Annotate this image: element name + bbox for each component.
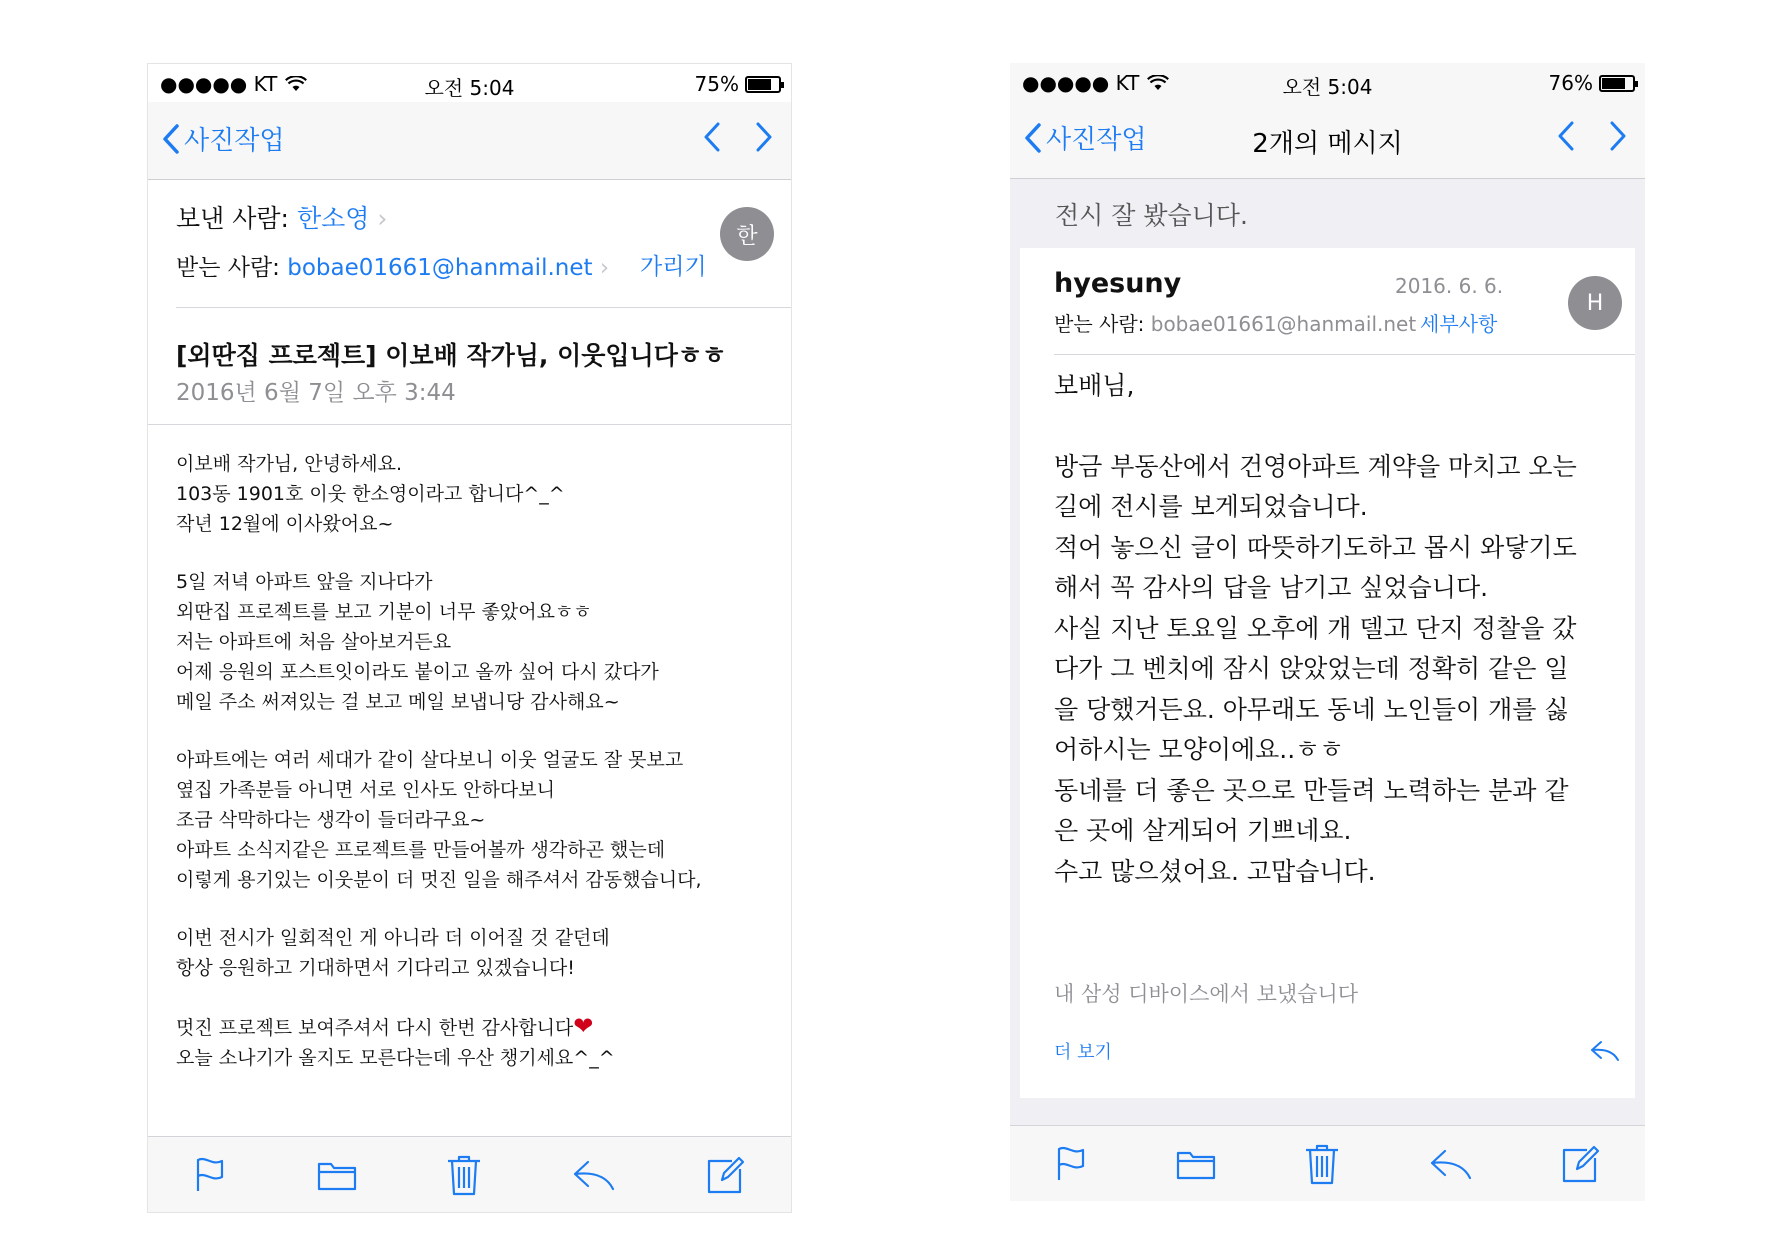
- see-more-link[interactable]: 더 보기: [1054, 1042, 1112, 1063]
- details-link[interactable]: 세부사항: [1420, 312, 1498, 336]
- body-line: 적어 놓으신 글이 따뜻하기도하고 몹시 와닿기도: [1054, 532, 1577, 562]
- flag-icon[interactable]: [1054, 1146, 1088, 1182]
- body-line: 외딴집 프로젝트를 보고 기분이 너무 좋았어요ㅎㅎ: [176, 601, 592, 623]
- divider: [176, 307, 791, 308]
- reply-icon[interactable]: [572, 1159, 616, 1191]
- navigation-bar: [148, 102, 791, 180]
- body-paragraph: [176, 449, 776, 539]
- to-line: [1054, 308, 1416, 337]
- body-line: 해서 꼭 감사의 답을 남기고 싶었습니다.: [1054, 573, 1489, 602]
- back-button[interactable]: [162, 120, 284, 157]
- chevron-right-icon: ›: [377, 204, 388, 233]
- battery-group: [1549, 71, 1635, 95]
- body-line: 메일 주소 써져있는 걸 보고 메일 보냅니당 감사해요~: [176, 691, 620, 713]
- bottom-toolbar: [148, 1136, 791, 1212]
- next-message-button[interactable]: [755, 122, 773, 152]
- status-time: 오전 5:04: [1282, 75, 1373, 99]
- folder-icon[interactable]: [317, 1159, 357, 1191]
- body-line: 5일 저녁 아파트 앞을 지나다가: [176, 571, 433, 593]
- heart-emoji: ❤: [573, 1012, 594, 1040]
- folder-icon[interactable]: [1176, 1148, 1216, 1180]
- carrier-label: ●●●●● KT: [1022, 71, 1140, 95]
- body-line: 조금 삭막하다는 생각이 들더라구요~: [176, 809, 486, 831]
- email-thread-screen-right: [1010, 63, 1645, 1201]
- body-line: 다가 그 벤치에 잠시 앉았었는데 정확히 같은 일: [1054, 654, 1569, 683]
- avatar: 한: [720, 207, 774, 261]
- avatar: H: [1568, 276, 1622, 330]
- hide-details-link[interactable]: 가리기: [640, 254, 707, 280]
- body-line: 오늘 소나기가 올지도 모른다는데 우산 챙기세요^_^: [176, 1047, 615, 1069]
- trash-icon[interactable]: [446, 1154, 482, 1196]
- compose-icon[interactable]: [1561, 1144, 1601, 1184]
- battery-icon: [745, 76, 781, 93]
- body-line: 이렇게 용기있는 이웃분이 더 멋진 일을 해주셔서 감동했습니다,: [176, 869, 702, 891]
- body-line: 아파트에는 여러 세대가 같이 살다보니 이웃 얼굴도 잘 못보고: [176, 749, 684, 771]
- battery-percent: 75%: [694, 72, 739, 96]
- body-line: 어제 응원의 포스트잇이라도 붙이고 올까 싶어 다시 갔다가: [176, 661, 659, 683]
- recipient-address: bobae01661@hanmail.net: [1150, 312, 1417, 336]
- body-line: 멋진 프로젝트 보여주셔서 다시 한번 감사합니다: [176, 1017, 574, 1039]
- body-line: 이번 전시가 일회적인 게 아니라 더 이어질 것 같던데: [176, 927, 610, 949]
- next-message-button[interactable]: [1609, 121, 1627, 151]
- compose-icon[interactable]: [706, 1155, 746, 1195]
- signature: 내 삼성 디바이스에서 보냈습니다: [1054, 982, 1359, 1006]
- message-date: 2016. 6. 6.: [1395, 274, 1504, 298]
- body-line: 방금 부동산에서 건영아파트 계약을 마치고 오는: [1054, 451, 1577, 481]
- message-navigation: [1557, 121, 1627, 151]
- email-date: 2016년 6월 7일 오후 3:44: [176, 380, 456, 406]
- carrier-label: ●●●●● KT: [160, 72, 278, 96]
- status-bar: [148, 64, 791, 102]
- back-button-label: 사진작업: [184, 126, 285, 156]
- from-label: 보낸 사람:: [176, 204, 289, 233]
- message-card: [1020, 248, 1635, 1098]
- previous-message-button[interactable]: [1557, 121, 1575, 151]
- body-paragraph: [176, 745, 776, 895]
- body-line: 수고 많으셨어요. 고맙습니다.: [1054, 856, 1376, 886]
- status-bar: [1010, 63, 1645, 101]
- reply-icon[interactable]: [1590, 1040, 1620, 1062]
- email-subject: [외딴집 프로젝트] 이보배 작가님, 이웃입니다ㅎㅎ: [176, 341, 727, 370]
- battery-icon: [1599, 75, 1635, 92]
- from-line: [176, 199, 387, 235]
- body-line: 항상 응원하고 기대하면서 기다리고 있겠습니다!: [176, 957, 575, 979]
- recipient-address-link[interactable]: bobae01661@hanmail.net: [287, 255, 593, 281]
- chevron-right-icon: ›: [599, 255, 610, 281]
- back-button-label: 사진작업: [1046, 125, 1147, 155]
- body-line: 아파트 소식지같은 프로젝트를 만들어볼까 생각하곤 했는데: [176, 839, 666, 861]
- to-line: [176, 249, 609, 282]
- sender-name-link[interactable]: 한소영: [296, 204, 370, 233]
- battery-group: [695, 72, 781, 96]
- body-line: 저는 아파트에 처음 살아보거든요: [176, 631, 452, 653]
- chevron-left-icon: [162, 124, 180, 154]
- body-line: 길에 전시를 보게되었습니다.: [1054, 492, 1368, 521]
- body-paragraph: [176, 923, 776, 983]
- collapsed-message-preview[interactable]: 전시 잘 봤습니다.: [1055, 201, 1248, 230]
- body-line: 작년 12월에 이사왔어요~: [176, 513, 394, 535]
- reply-icon[interactable]: [1429, 1148, 1473, 1180]
- navigation-bar: [1010, 101, 1645, 179]
- to-label: 받는 사람:: [176, 255, 280, 281]
- greeting: 보배님,: [1054, 371, 1135, 400]
- body-paragraph: [176, 567, 776, 717]
- body-line: 103동 1901호 이웃 한소영이라고 합니다^_^: [176, 483, 565, 505]
- body-line: 은 곳에 살게되어 기쁘네요.: [1054, 816, 1352, 845]
- message-navigation: [703, 122, 773, 152]
- email-screen-left: [147, 63, 792, 1213]
- bottom-toolbar: [1010, 1125, 1645, 1201]
- body-paragraph: [176, 1011, 776, 1073]
- battery-percent: 76%: [1548, 71, 1593, 95]
- thread-title: 2개의 메시지: [1252, 129, 1403, 159]
- body-line: 사실 지난 토요일 오후에 개 델고 단지 정찰을 갔: [1054, 613, 1577, 643]
- flag-icon[interactable]: [193, 1157, 227, 1193]
- previous-message-button[interactable]: [703, 122, 721, 152]
- body-line: 어하시는 모양이에요..ㅎㅎ: [1054, 735, 1344, 764]
- message-body: [1054, 366, 1614, 892]
- trash-icon[interactable]: [1304, 1143, 1340, 1185]
- divider: [1054, 354, 1635, 355]
- body-line: 이보배 작가님, 안녕하세요.: [176, 453, 403, 475]
- body-line: 동네를 더 좋은 곳으로 만들려 노력하는 분과 같: [1054, 775, 1569, 805]
- divider: [148, 424, 791, 425]
- status-time: 오전 5:04: [424, 76, 515, 100]
- sender-name: hyesuny: [1054, 268, 1182, 299]
- body-line: 을 당했거든요. 아무래도 동네 노인들이 개를 싫: [1054, 694, 1569, 724]
- to-label: 받는 사람:: [1054, 312, 1145, 336]
- body-line: 옆집 가족분들 아니면 서로 인사도 안하다보니: [176, 779, 555, 801]
- email-body: [176, 449, 776, 1101]
